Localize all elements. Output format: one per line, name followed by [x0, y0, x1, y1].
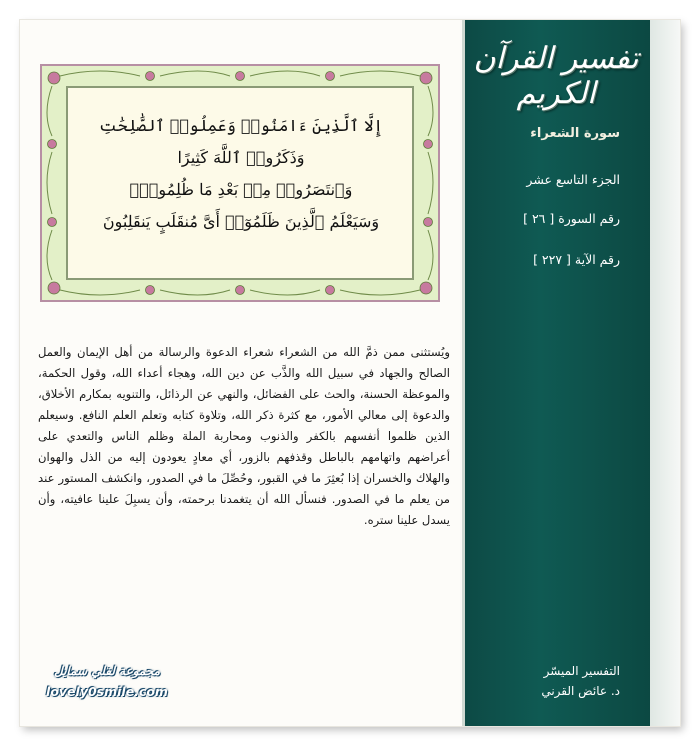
flower-icon: [326, 72, 335, 81]
flower-icon: [420, 282, 432, 294]
site-url[interactable]: lovely0smile.com: [46, 684, 168, 699]
surah-number: رقم السورة [ ٢٦ ]: [523, 211, 620, 226]
author-name: د. عائض القرني: [541, 684, 620, 698]
site-name: مجموعة لفلي سمايل: [53, 664, 161, 678]
flower-icon: [420, 72, 432, 84]
flower-icon: [236, 286, 245, 295]
commentary-text: ويُستثنى ممن ذمَّ الله من الشعراء شعراء الدعوة والرسالة من أهل الإيمان والعمل الصالح والجهاد في سبيل الله والذَّب عن دين الله، وهجاء أعداء الله، وقول الحكمة، والموعظة الحسنة، والحث على الفضائل، والنهي عن الرذائل، والتنويه بمكارم الأخلاق، والدعوة إلى معالي الأمور، مع كثرة ذكر الله، وتلاوة كتابه وتعلم العلم النافع. وسيعلم الذين ظلموا أنفسهم بالكفر والذنوب ومحاربة الملة وظلم الناس والتعدي على أعراضهم واتهامهم بالباطل وقذفهم بالزور، أي معادٍ يعودون إليه من الذل والهوان والهلاك والخسران إذا بُعثِرَ ما في القبور، وحُصِّلَ ما في الصدور، وانكشف المستور عند من يعلم ما في الصدور. فنسأل الله أن يتغمدنا برحمته، وأن يسبِلَ علينا عافيته، وأن يسدل علينا ستره.: [38, 345, 450, 527]
book-title: تفسير القرآن الكريم: [473, 41, 639, 111]
flower-icon: [48, 72, 60, 84]
verse-line: وَسَيَعْلَمُ ٱلَّذِينَ ظَلَمُوٓا۟ أَىَّ مُنقَلَبٍ يَنقَلِبُونَ: [102, 212, 380, 231]
flower-icon: [236, 72, 245, 81]
flower-icon: [146, 286, 155, 295]
flower-icon: [146, 72, 155, 81]
verse-line: إِلَّا ٱلَّذِينَ ءَامَنُوا۟ وَعَمِلُوا۟ ٱلصَّٰلِحَٰتِ: [99, 116, 383, 135]
surah-name: سورة الشعراء: [530, 126, 620, 141]
flower-icon: [48, 218, 57, 227]
ayah-number: رقم الآية [ ٢٢٧ ]: [533, 252, 620, 267]
sidebar-edge: [650, 20, 680, 726]
flower-icon: [48, 282, 60, 294]
flower-icon: [424, 140, 433, 149]
flower-icon: [48, 140, 57, 149]
verse-line: وَٱنتَصَرُوا۟ مِنۢ بَعْدِ مَا ظُلِمُوا۟ۗ: [129, 180, 353, 199]
flower-icon: [326, 286, 335, 295]
verse-line: وَذَكَرُوا۟ ٱللَّهَ كَثِيرًا: [177, 148, 305, 167]
tafsir-name: التفسير الميسّر: [543, 664, 620, 678]
flower-icon: [424, 218, 433, 227]
juz-label: الجزء التاسع عشر: [526, 172, 620, 187]
